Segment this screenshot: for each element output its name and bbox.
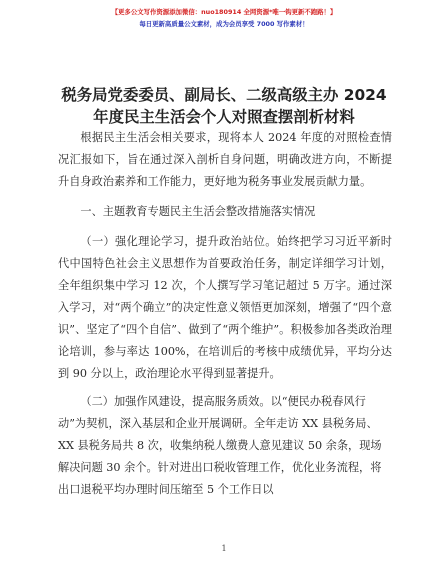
section-heading: 一、主题教育专题民主生活会整改措施落实情况 [80,205,316,218]
promo-banner [0,6,448,30]
page-number: 1 [221,544,227,553]
paragraph-work-style: （二）加强作风建设，提高服务质效。以“便民办税春风行动”为契机，深入基层和企业开展调研。全年走访 XX 县税务局、XX 县税务局共 8 次，收集纳税人缴费人意见建议 50 余条，现场解决问题 30 余个。针对进出口税收管理工作，优化业务流程，将出口退税平均办理时间压缩至 5 个工作日以 [58,395,382,496]
paragraph-theory-study: （一）强化理论学习，提升政治站位。始终把学习习近平新时代中国特色社会主义思想作为首要政治任务，制定详细学习计划，全年组织集中学习 12 次，个人撰写学习笔记超过 5 万字。通过深入学习，对“两个确立”的决定性意义领悟更加深刻，增强了“四个意识”、坚定了“四个自信”、做到了“两个维护”。积极参加各类政治理论培训，参与率达 100%，在培训后的考核中成绩优异，平均分达到 90 分以上，政治理论水平得到显著提升。 [58,235,392,380]
promo-line-1: 【更多公文写作资源添加微信：nuo180914 全网资源*唯一钩更新不跑路！】 [111,8,337,16]
title-line-1: 税务局党委委员、副局长、二级高级主办 2024 [61,86,387,104]
promo-line-2: 每日更新高质量公文素材，成为会员享受 7000 写作素材！ [139,20,309,28]
document-title [40,84,408,128]
title-line-2: 年度民主生活会个人对照查摆剖析材料 [93,108,355,126]
document-body [58,127,392,501]
intro-paragraph: 根据民主生活会相关要求，现将本人 2024 年度的对照检查情况汇报如下，旨在通过深入剖析自身问题，明确改进方向，不断提升自身政治素养和工作能力，更好地为税务事业发展贡献力量。 [58,131,392,188]
